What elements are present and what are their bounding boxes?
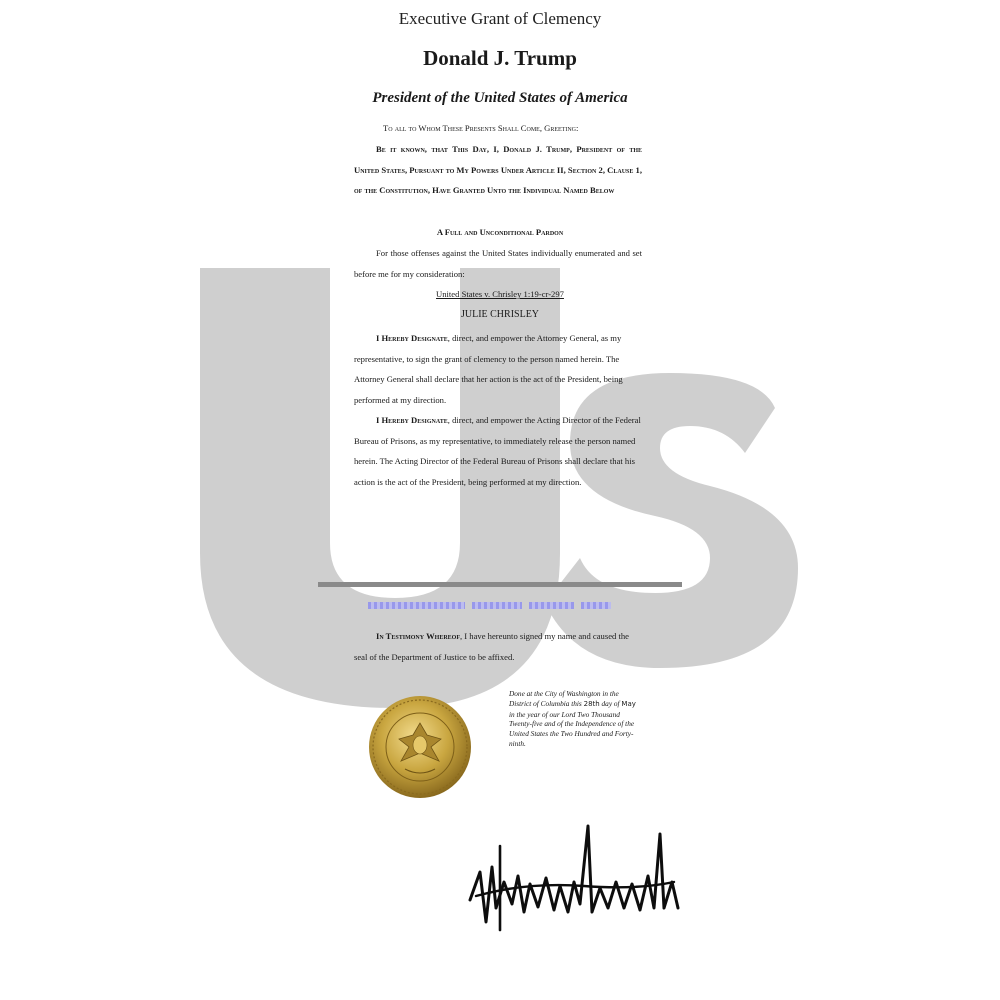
designation-text: , direct, and empower the Attorney General, as my representative, to sign the grant of clemency to the person named herein. The Attorney General shall declare that her action is the act of the President, being performed at my direction.: [354, 333, 623, 405]
done-text-3: in the year of our Lord Two Thousand Twenty-five and of the Independence of the United States the Two Hundred and Forty-ninth.: [509, 709, 635, 748]
greeting: To all to Whom These Presents Shall Come, Greeting:: [383, 123, 579, 133]
done-text-2: day of: [601, 698, 620, 708]
handwritten-day: 28th: [583, 699, 600, 708]
pardon-type: A Full and Unconditional Pardon: [436, 227, 564, 237]
offenses-statement: For those offenses against the United States individually enumerated and set before me for my consideration:: [354, 248, 642, 279]
designation-attorney-general: [354, 328, 642, 410]
designation-text: , direct, and empower the Acting Director of the Federal Bureau of Prisons, as my representative, to immediately release the person named herein. The Acting Director of the Federal Bureau of Prisons shall declare that his action is the act of the President, being performed at my direction.: [354, 415, 641, 487]
pardoned-person: JULIE CHRISLEY: [460, 309, 540, 320]
designation-lead: I Hereby Designate: [376, 333, 448, 343]
done-text-1: Done at the City of Washington in the District of Columbia this: [509, 689, 619, 708]
testimony-statement: [354, 626, 642, 667]
proclamation: Be it known, that This Day, I, Donald J. Trump, President of the United States, Pursuant to My Powers Under Article II, Section 2, Clause 1, of the Constitution, Have Granted Unto the Individual Named Below: [354, 144, 642, 196]
done-at-statement: [509, 689, 639, 749]
designation-bureau-of-prisons: [354, 410, 642, 492]
case-citation: United States v. Chrisley 1:19-cr-297: [436, 289, 564, 299]
testimony-lead: In Testimony Whereof: [376, 631, 460, 641]
signature-icon: [466, 812, 680, 940]
testimony-text: , I have hereunto signed my name and caused the seal of the Department of Justice to be affixed.: [354, 631, 629, 662]
department-of-justice-seal-icon: [365, 695, 475, 799]
divider-rule: [318, 582, 682, 587]
designation-lead: I Hereby Designate: [376, 415, 448, 425]
handwritten-month: May: [621, 699, 636, 708]
redacted-text: [368, 596, 618, 605]
president-name: Donald J. Trump: [423, 46, 577, 70]
document-title: Executive Grant of Clemency: [398, 9, 602, 28]
president-office: President of the United States of America: [372, 90, 628, 106]
